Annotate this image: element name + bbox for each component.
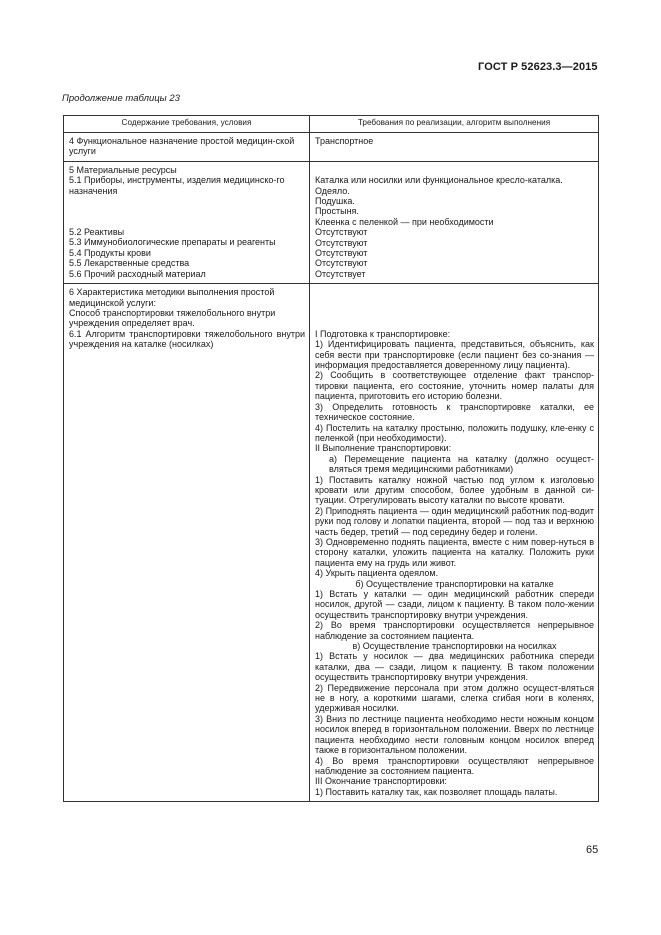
page-number: 65 [586,844,599,856]
spacer [69,196,305,227]
resources-blood-products: 5.4 Продукты крови [69,247,151,258]
step-notify-department: 2) Сообщить в соответствующее отделение факт транспор-тировки пациента, его состояние, уточнить номер палаты для пациента, приготовить его историю болезни. [315,370,594,402]
step-identify-patient: 1) Идентифицировать пациента, представиться, объяснить, как себя вести при транспортировке (если пациент без со-знания — информация предоставляется доверенному лицу пациента). [315,339,594,371]
step-staff-movement: 2) Передвижение персонала при этом должно осущест-вляться не в ногу, а короткими шагами, слегка сгибая ноги в коленях, удерживая носилки. [315,682,594,714]
resources-medicines: 5.5 Лекарственные средства [69,258,190,269]
stage-preparation: I Подготовка к транспортировке: [315,328,451,339]
step-observe-stretcher: 2) Во время транспортировки осуществляется непрерывное наблюдение за состоянием пациента. [315,620,594,641]
cell-transport-type: Транспортное [310,133,599,162]
value-oilcloth: Клеенка с пеленкой — при необходимости [315,216,494,227]
spacer [315,165,594,175]
requirements-table [63,115,599,802]
method-heading: 6 Характеристика методики выполнения простой медицинской услуги: [69,287,275,308]
table-row-6 [64,284,599,802]
document-code: ГОСТ Р 52623.3—2015 [478,61,598,73]
value-other: Отсутствует [315,268,366,279]
step-place-stretcher: 1) Поставить каталку так, как позволяет площадь палаты. [315,786,558,797]
column-header-algorithm: Требования по реализации, алгоритм выполнения [310,116,599,133]
cell-material-values [310,161,599,283]
stage-completion: III Окончание транспортировки: [315,776,447,787]
substage-litter-transport: в) Осуществление транспортировки на носилках [352,641,557,652]
step-observe-litter: 4) Во время транспортировки осуществляют непрерывное наблюдение за состоянием пациента. [315,755,594,776]
spacer [315,287,594,329]
substage-move-to-stretcher: а) Перемещение пациента на каталку (должно осущест-вляться тремя медицинскими работниками) [329,453,594,475]
method-note: Способ транспортировки тяжелобольного внутри учреждения определяет врач. [69,308,276,329]
resources-reagents: 5.2 Реактивы [69,227,125,238]
column-header-conditions: Содержание требования, условия [64,116,310,133]
table-continuation-caption: Продолжение таблицы 23 [62,93,180,104]
value-pillow: Подушка. [315,196,355,207]
resources-immunobiological: 5.3 Иммунобиологические препараты и реагенты [69,237,276,248]
resources-devices: 5.1 Приборы, инструменты, изделия медицинско-го назначения [69,175,285,196]
step-lay-patient: 3) Одновременно поднять пациента, вместе с ним повер-нуться в сторону каталки, уложить пациента на каталку. Положить руки пациента ему на грудь или живот. [315,536,594,568]
cell-method-characteristics [64,284,310,802]
cell-functional-purpose: 4 Функциональное назначение простой медицин-ской услуги [64,133,310,162]
step-lift-patient: 2) Приподнять пациента — один медицинский работник под-водит руки под голову и лопатки пациента, второй — под таз и верхнюю часть бедер, третий — под середину бедер и голени. [315,505,594,537]
stage-execution: II Выполнение транспортировки: [315,443,452,454]
value-immunobiological: Отсутствуют [315,237,368,248]
resources-heading: 5 Материальные ресурсы [69,164,177,175]
step-stairs: 3) Вниз по лестнице пациента необходимо нести ножным концом носилок вперед в горизонтальном положении. Вверх по лестнице пациента необходимо нести головным концом носилок вперед также в горизонтальном положении. [315,713,594,756]
cell-algorithm-steps [310,284,599,802]
table-row-4 [64,133,599,162]
table-header-row [64,116,599,133]
table-row-5 [64,161,599,283]
value-medicines: Отсутствуют [315,258,368,269]
algorithm-heading: 6.1 Алгоритм транспортировки тяжелобольного внутри учреждения на каталке (носилках) [69,328,305,350]
resources-other: 5.6 Прочий расходный материал [69,268,206,279]
value-blood-products: Отсутствуют [315,248,368,259]
step-make-stretcher: 4) Постелить на каталку простыню, положить подушку, кле-енку с пеленкой (при необходимости). [315,422,594,443]
step-stand-at-stretcher: 1) Встать у каталки — один медицинский работник спереди носилок, другой — сзади, лицом к пациенту. В таком поло-жении осуществить транспортировку внутри учреждения. [315,589,594,620]
cell-material-resources [64,161,310,283]
step-stand-at-litter: 1) Встать у носилок — два медицинских работника спереди каталки, два — сзади, лицом к пациенту. В таком положении осуществить транспортировку внутри учреждения. [315,651,594,683]
value-sheet: Простыня. [315,206,359,217]
value-blanket: Одеяло. [315,185,350,196]
step-check-stretcher: 3) Определить готовность к транспортировке каталки, ее техническое состояние. [315,401,594,423]
value-stretcher: Каталка или носилки или функциональное кресло-каталка. [315,175,563,186]
step-position-stretcher: 1) Поставить каталку ножной частью под углом к изголовью кровати или другим способом, более удобным в данной си-туации. Отрегулировать высоту каталки по высоте кровати. [315,474,594,506]
substage-stretcher-transport: б) Осуществление транспортировки на каталке [355,578,554,589]
value-reagents: Отсутствуют [315,227,368,238]
step-cover-patient: 4) Укрыть пациента одеялом. [315,568,439,579]
